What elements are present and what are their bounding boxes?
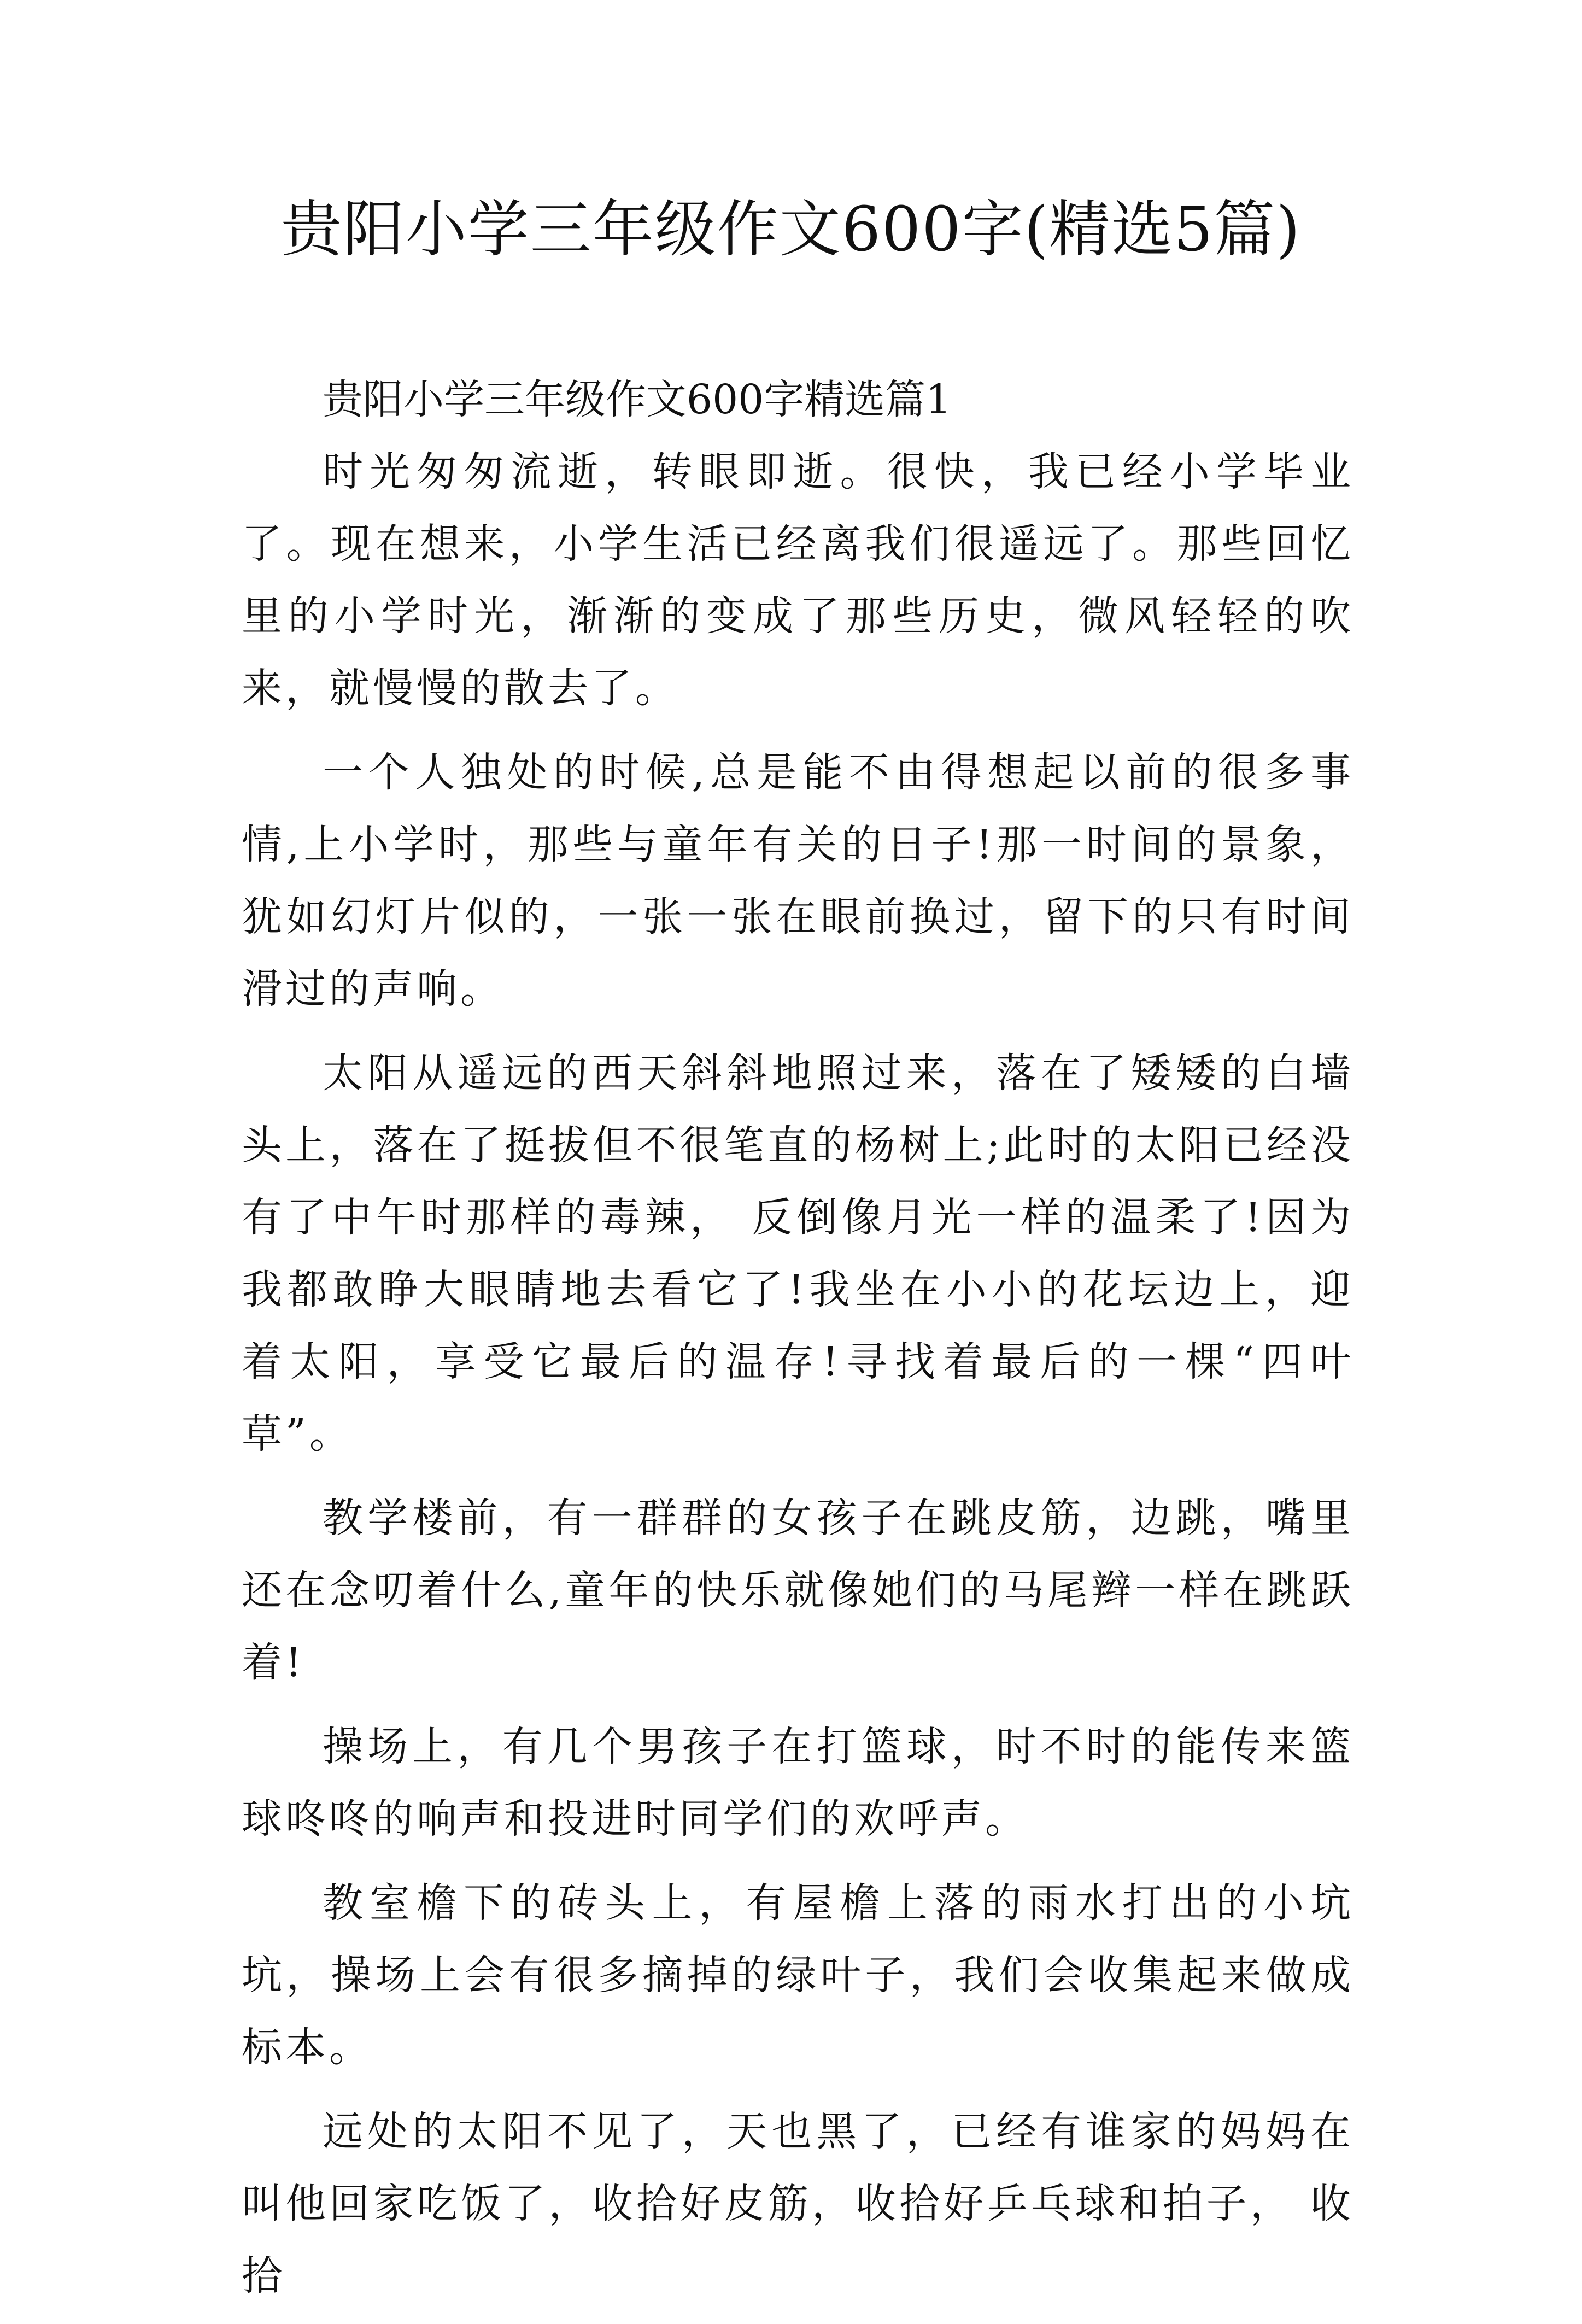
paragraph: 太阳从遥远的西天斜斜地照过来，落在了矮矮的白墙头上，落在了挺拔但不很笔直的杨树上;此时的太阳已经没有了中午时那样的毒辣， 反倒像月光一样的温柔了!因为我都敢睁大眼睛地去看它了!我坐在小小的花坛边上，迎着太阳，享受它最后的温存!寻找着最后的一棵“四叶草”。 (242, 1050, 1354, 1457)
paragraph: 时光匆匆流逝，转眼即逝。很快，我已经小学毕业了。现在想来，小学生活已经离我们很遥远了。那些回忆里的小学时光，渐渐的变成了那些历史，微风轻轻的吹来，就慢慢的散去了。 (242, 448, 1354, 712)
paragraph: 远处的太阳不见了，天也黑了，已经有谁家的妈妈在叫他回家吃饭了，收拾好皮筋，收拾好乒乓球和拍子， 收拾 (242, 2108, 1354, 2299)
paragraph: 一个人独处的时候,总是能不由得想起以前的很多事情,上小学时，那些与童年有关的日子!那一时间的景象，犹如幻灯片似的，一张一张在眼前换过，留下的只有时间滑过的声响。 (242, 749, 1354, 1012)
section-heading: 贵阳小学三年级作文600字精选篇1 (323, 376, 952, 423)
document-body (242, 364, 1354, 2324)
document-title: 贵阳小学三年级作文600字(精选5篇) (280, 194, 1302, 265)
paragraph: 教室檐下的砖头上，有屋檐上落的雨水打出的小坑坑，操场上会有很多摘掉的绿叶子，我们会收集起来做成标本。 (242, 1880, 1354, 2071)
paragraph: 操场上，有几个男孩子在打篮球，时不时的能传来篮球咚咚的响声和投进时同学们的欢呼声。 (242, 1723, 1354, 1842)
paragraph: 教学楼前，有一群群的女孩子在跳皮筋，边跳，嘴里还在念叨着什么,童年的快乐就像她们的马尾辫一样在跳跃着! (242, 1495, 1354, 1686)
